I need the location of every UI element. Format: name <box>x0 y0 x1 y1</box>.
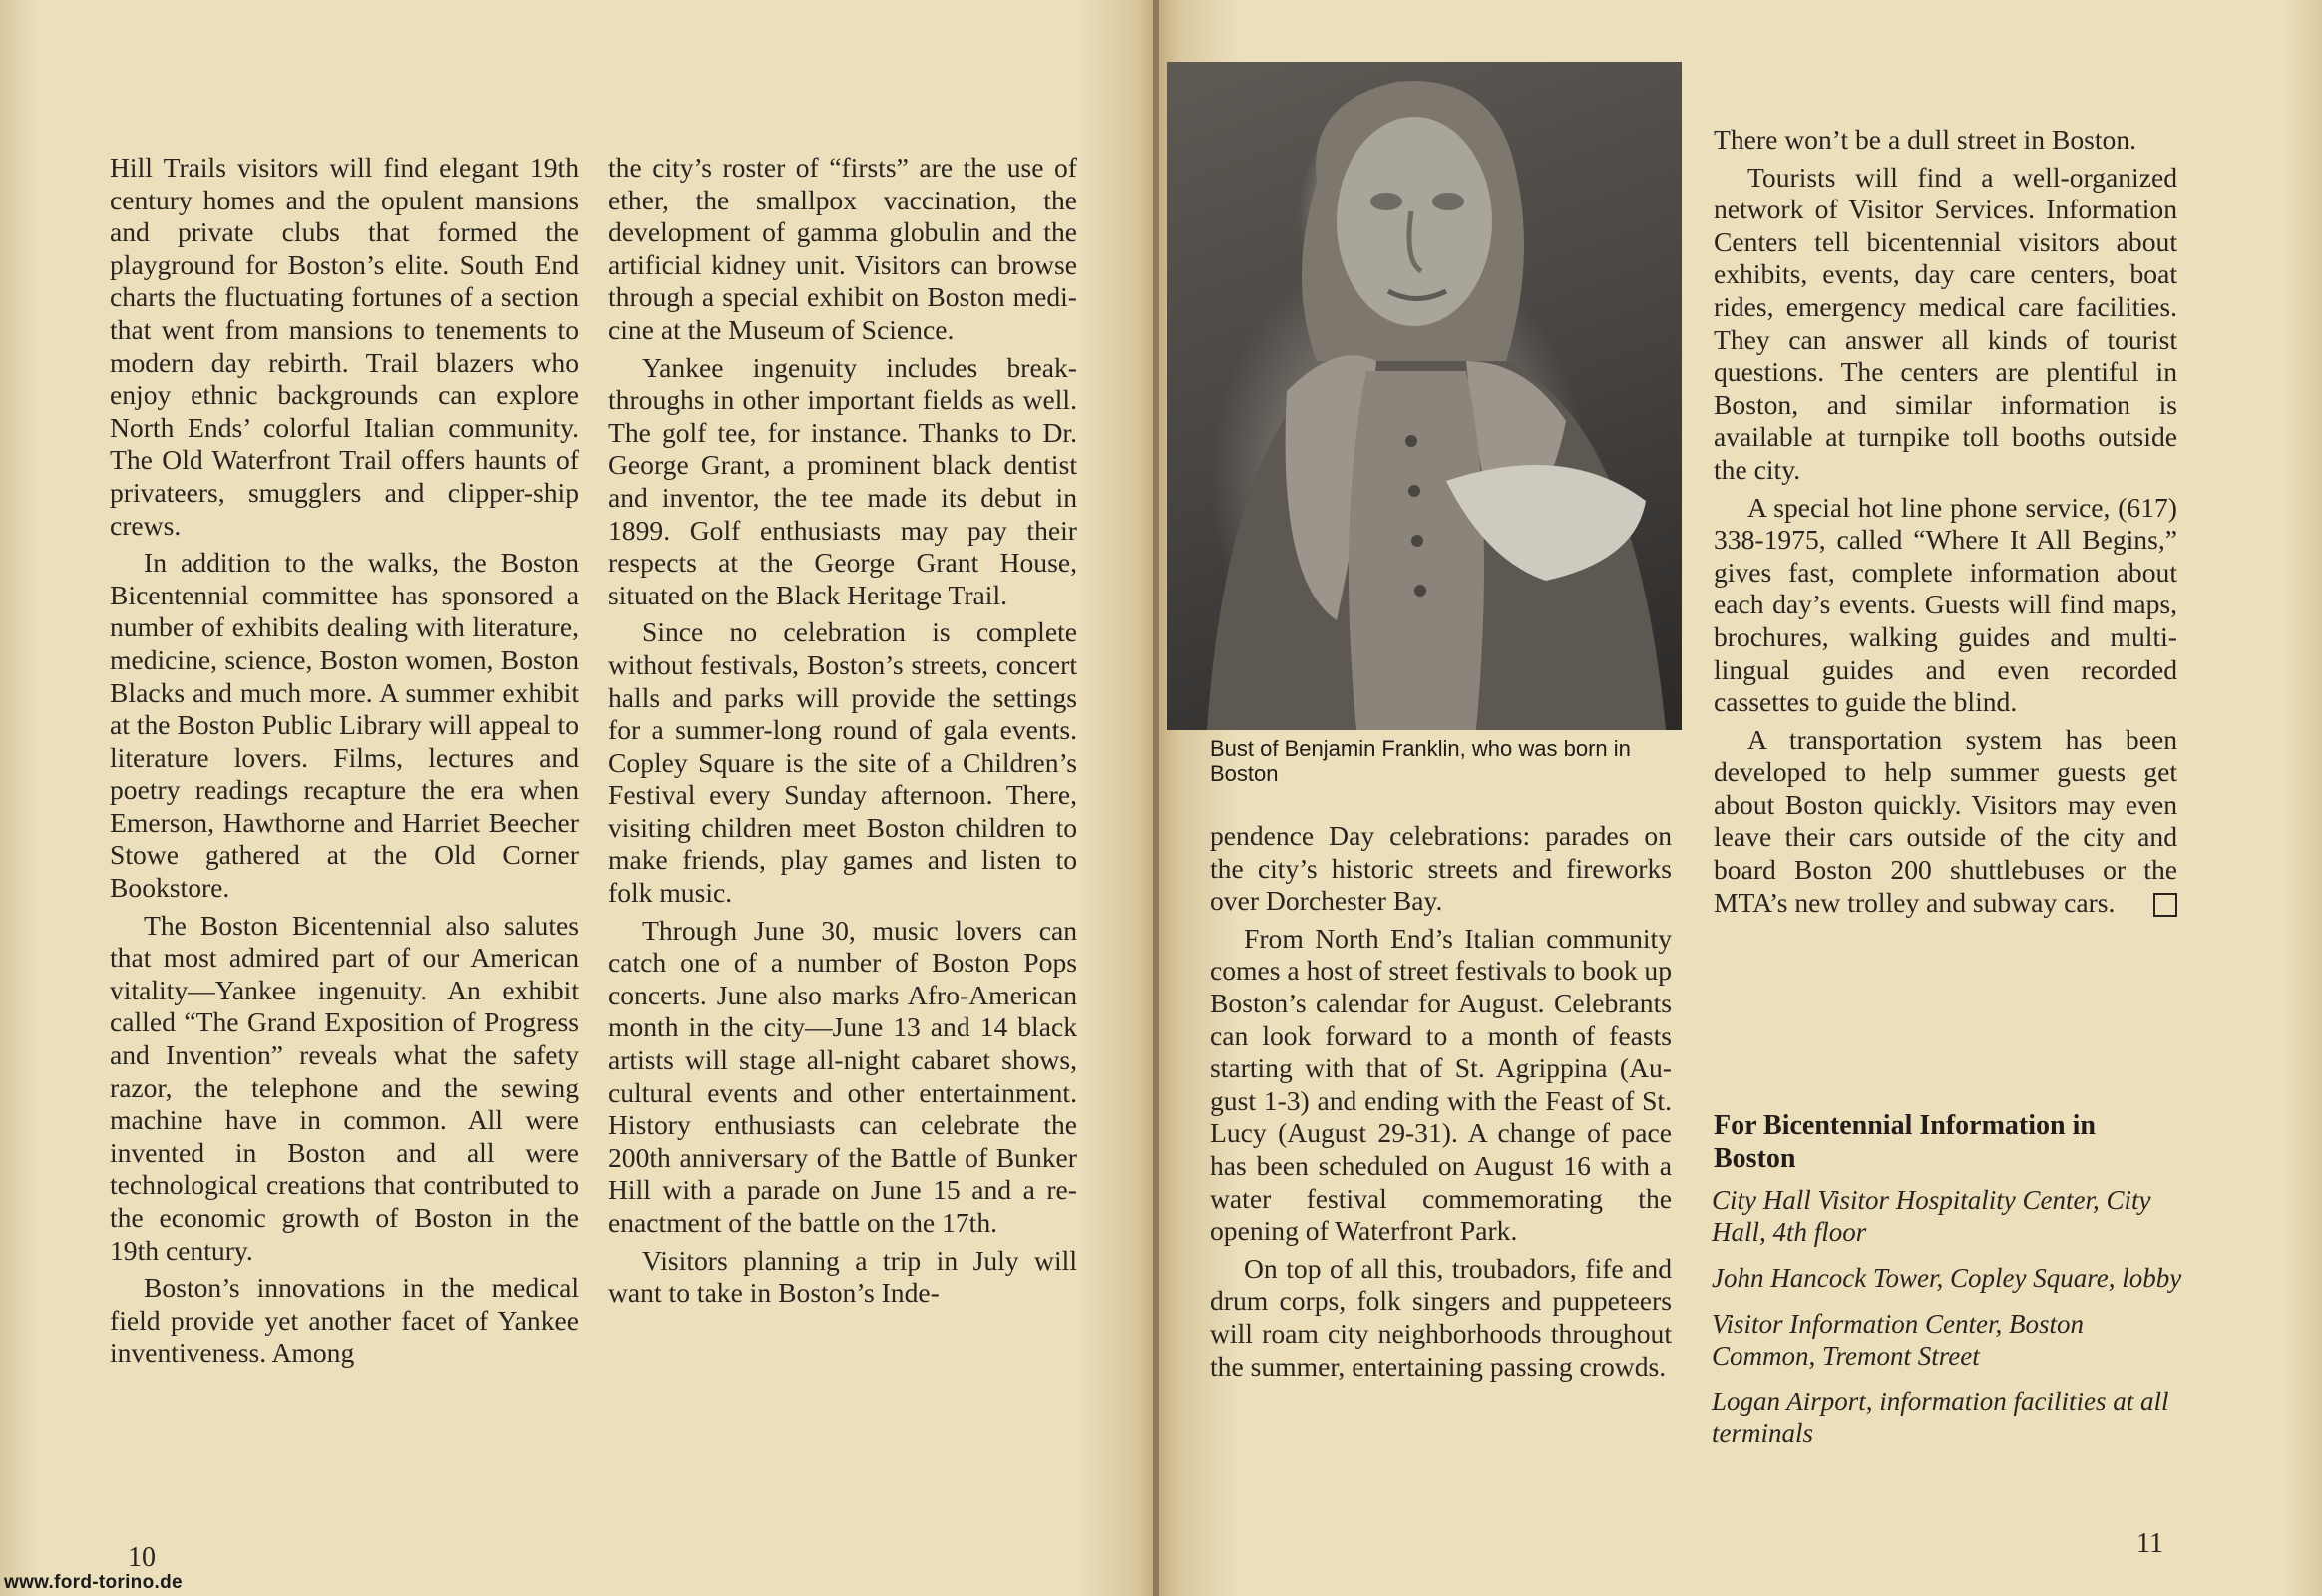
paragraph: In addition to the walks, the Boston Bicentennial committee has sponsored a number of exhibits dealing with literature, medicine, science, Boston women, Boston Blacks and much more. A summer exhibit at the Boston Public Library will appeal to literature lovers. Films, lectures and poetry readings recapture the era when Emerson, Hawthorne and Harriet Beecher Stowe gathered at the Old Corner Bookstore. <box>110 547 579 904</box>
left-page <box>0 0 1155 1596</box>
column-2 <box>608 152 1077 1315</box>
column-3 <box>1210 820 1672 1388</box>
paragraph: Since no celebration is complete without festivals, Boston’s streets, concert halls and parks will provide the settings for a summer-long round of gala events. Copley Square is the site of a Children’s Festival every Sunday afternoon. There, visiting children meet Boston children to make friends, play games and listen to folk music. <box>608 616 1077 909</box>
column-1 <box>110 152 579 1375</box>
column-4 <box>1714 124 2177 924</box>
paragraph: pendence Day celebrations: parades on the city’s historic streets and fireworks over Dorchester Bay. <box>1210 820 1672 917</box>
info-location-item: City Hall Visitor Hospitality Center, City Hall, 4th floor <box>1712 1185 2151 1247</box>
paragraph: Yankee ingenuity includes breakthroughs in other important fields as well. The golf tee, for instance. Thanks to Dr. George Grant, a prominent black dentist and inventor, the tee made its debut in 1899. Golf enthusiasts may pay their respects at the George Grant House, situated on the Black Heritage Trail. <box>608 351 1077 610</box>
page-number-left: 10 <box>128 1542 156 1573</box>
franklin-bust-photo <box>1167 62 1682 730</box>
info-location-item: John Hancock Tower, Copley Square, lobby <box>1712 1263 2182 1293</box>
watermark-url: www.ford-torino.de <box>4 1572 183 1593</box>
info-location-item: Visitor Information Center, Boston Common, Tremont Street <box>1712 1309 2085 1371</box>
paragraph: There won’t be a dull street in Boston. <box>1714 124 2137 155</box>
paragraph: From North End’s Italian community comes a host of street festivals to book up Boston’s calendar for August. Celebrants can look forward to a month of feasts starting with that of St. Agrippina (August 1-3) and ending with the Feast of St. Lucy (August 29-31). A change of pace has been scheduled on August 16 with a water festival commemorating the opening of Waterfront Park. <box>1210 922 1672 1247</box>
photo-caption: Bust of Benjamin Franklin, who was born in Boston <box>1210 736 1631 786</box>
paragraph-text: A transportation system has been developed to help summer guests get about Boston quickly. Visitors may even leave their cars outside of the city and board Boston 200 shuttlebuses or the MTA’s new trolley and subway cars. <box>1714 723 2177 918</box>
page-number-right: 11 <box>2136 1528 2163 1559</box>
paragraph: Through June 30, music lovers can catch one of a number of Boston Pops concerts. June also marks Afro-American month in the city—June 13 and 14 black artists will stage all-night cabaret shows, cultural events and other entertainment. History enthusiasts can celebrate the 200th anniversary of the Battle of Bunker Hill with a parade on June 15 and a re-enactment of the battle on the 17th. <box>608 914 1077 1238</box>
paragraph-with-endmark <box>1714 724 2177 920</box>
paragraph: The Boston Bicentennial also salutes that most admired part of our American vitality—Yankee ingenuity. An exhibit called “The Grand Exposition of Progress and Invention” reveals what the safety razor, the telephone and the sewing machine have in common. All were invented in Boston and all were technological creations that contributed to the economic growth of Boston in the 19th century. <box>110 909 579 1266</box>
paragraph: Boston’s innovations in the medical field provide yet another facet of Yankee inventiveness. Among <box>110 1272 579 1369</box>
paragraph: Visitors planning a trip in July will want to take in Boston’s Inde- <box>608 1244 1077 1309</box>
paragraph: Tourists will find a well-organized network of Visitor Services. Information Centers tell bicentennial visitors about exhibits, events, day care centers, boat rides, emergency medical care facilities. They can answer all kinds of tourist questions. The centers are plentiful in Boston, and similar information is available at turnpike toll booths outside the city. <box>1714 161 2177 485</box>
paragraph: the city’s roster of “firsts” are the use of ether, the smallpox vaccination, the development of gamma globulin and the artificial kidney unit. Visitors can browse through a special exhibit on Boston medicine at the Museum of Science. <box>608 152 1077 345</box>
info-location-item: Logan Airport, information facilities at all terminals <box>1712 1387 2169 1448</box>
bust-illustration <box>1167 62 1682 730</box>
paragraph: A special hot line phone service, (617) 338-1975, called “Where It All Begins,” gives fast, complete information about each day’s events. Guests will find maps, brochures, walking guides and multilingual guides and even recorded cassettes to guide the blind. <box>1714 491 2177 718</box>
paragraph: On top of all this, troubadors, fife and drum corps, folk singers and puppeteers will roam city neighborhoods throughout the summer, entertaining passing crowds. <box>1210 1252 1672 1382</box>
info-box-title: For Bicentennial Information in Boston <box>1714 1110 2096 1174</box>
end-mark-square-icon <box>2153 893 2177 917</box>
paragraph: Hill Trails visitors will find elegant 19th century homes and the opulent mansions and private clubs that formed the playground for Boston’s elite. South End charts the fluctuating fortunes of a section that went from mansions to tenements to modern day rebirth. Trail blazers who enjoy ethnic backgrounds can explore North Ends’ colorful Italian community. The Old Waterfront Trail offers haunts of privateers, smugglers and clipper-ship crews. <box>110 152 579 541</box>
info-location-list <box>1712 1184 2190 1463</box>
